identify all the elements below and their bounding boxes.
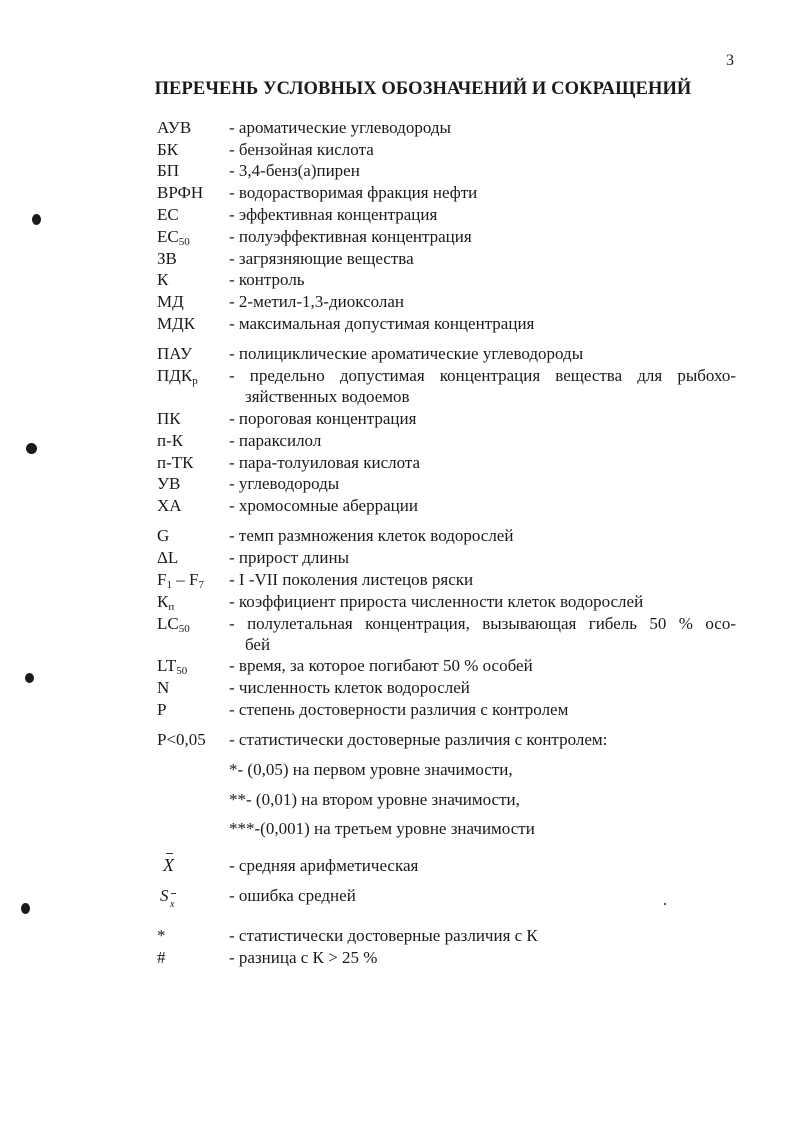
abbreviation-term: ВРФН [157,183,204,202]
abbreviation-definition: - максимальная допустимая концентрация [229,314,535,333]
abbreviation-term: ЕС [157,205,179,224]
marker-definition: - разница с К > 25 % [229,948,378,967]
marker-definition: - статистически достоверные различия с К [229,926,538,945]
marker-term: # [157,948,166,967]
symbol-definition: - коэффициент прироста численности клеток водорослей [229,592,644,611]
abbreviation-definition: - полуэффективная концентрация [229,227,472,246]
symbol-row [0,613,793,635]
abbreviation-term: ЗВ [157,249,177,268]
symbol-term: $LC_{50}$ [157,614,190,635]
symbol-definition: - темп размножения клеток водорослей [229,526,514,545]
symbol-term: P [157,700,167,719]
abbreviation-term: ХА [157,496,182,515]
abbreviation-definition: - хромосомные аберрации [229,496,418,515]
symbol-continuation: бей [245,635,271,654]
abbreviation-term: МД [157,292,184,311]
error-symbol: S x [160,886,175,910]
significance-level: *- (0,05) на первом уровне значимости, [229,760,513,779]
significance-term: Р<0,05 [157,730,206,749]
abbreviation-definition: - контроль [229,270,305,289]
significance-level: ***-(0,001) на третьем уровне значимости [229,819,535,838]
abbreviation-row [0,226,793,248]
symbol-definition: - степень достоверности различия с контролем [229,700,569,719]
abbreviation-definition: - эффективная концентрация [229,205,438,224]
abbreviation-term: БК [157,140,179,159]
symbol-row [0,547,793,569]
abbreviation-row [0,495,793,517]
significance-level: **- (0,01) на втором уровне значимости, [229,790,520,809]
scan-dot [25,673,34,683]
abbreviation-definition: - 3,4-бенз(а)пирен [229,161,360,180]
symbol-definition: - полулетальная концентрация, вызывающая гибель 50 % осо- [229,614,736,633]
abbreviation-row [0,139,793,161]
abbreviation-term: $ПДК_р$ [157,366,198,387]
symbol-definition: - численность клеток водорослей [229,678,470,697]
symbol-row [0,569,793,591]
error-row [0,885,793,910]
abbreviation-definition: - ароматические углеводороды [229,118,451,137]
abbreviation-row [0,473,793,495]
abbreviation-row [0,269,793,291]
abbreviation-row [0,313,793,335]
symbol-row [0,655,793,677]
marker-term: * [157,926,166,945]
abbreviation-row [0,452,793,474]
abbreviation-row [0,343,793,365]
abbreviation-term: К [157,270,169,289]
abbreviation-continuation: зяйственных водоемов [245,387,410,406]
symbol-row [0,525,793,547]
abbreviation-definition: - пара-толуиловая кислота [229,453,421,472]
abbreviation-definition: - загрязняющие вещества [229,249,414,268]
symbol-row [0,699,793,721]
abbreviation-term: МДК [157,314,196,333]
symbol-row [0,677,793,699]
abbreviation-row [0,248,793,270]
abbreviation-definition: - предельно допустимая концентрация вещества для рыбохо- [229,366,736,385]
symbol-definition: - время, за которое погибают 50 % особей [229,656,533,675]
mean-row [0,855,793,877]
symbol-term: ΔL [157,548,179,567]
symbol-term: $F_1 - F_7$ [157,570,204,591]
abbreviation-term: п-К [157,431,184,450]
abbreviation-definition: - бензойная кислота [229,140,374,159]
symbol-term: G [157,526,170,545]
abbreviation-term: БП [157,161,180,180]
abbreviation-row [0,430,793,452]
mean-definition: - средняя арифметическая [229,856,419,875]
page-title: ПЕРЕЧЕНЬ УСЛОВНЫХ ОБОЗНАЧЕНИЙ И СОКРАЩЕНИЙ [154,79,692,99]
abbreviation-row [0,365,793,387]
symbol-term: $К_п$ [157,592,175,613]
scan-dot [26,443,37,454]
abbreviation-row [0,291,793,313]
scan-dot [664,903,666,905]
significance-row [0,729,793,751]
symbol-definition: - прирост длины [229,548,350,567]
abbreviation-definition: - водорастворимая фракция нефти [229,183,478,202]
symbol-term: N [157,678,170,697]
abbreviation-definition: - полициклические ароматические углеводороды [229,344,584,363]
abbreviation-definition: - пороговая концентрация [229,409,417,428]
symbol-term: $LT_{50}$ [157,656,188,677]
page-number: 3 [726,52,734,69]
abbreviation-row [0,117,793,139]
abbreviation-term: АУВ [157,118,192,137]
symbol-definition: - I -VII поколения листецов ряски [229,570,474,589]
abbreviation-definition: - углеводороды [229,474,340,493]
marker-row [0,947,793,969]
abbreviation-definition: - параксилол [229,431,322,450]
marker-row [0,925,793,947]
abbreviation-term: ПАУ [157,344,193,363]
mean-symbol: X [163,855,174,875]
error-definition: - ошибка средней [229,886,356,905]
abbreviation-definition: - 2-метил-1,3-диоксолан [229,292,404,311]
abbreviation-term: УВ [157,474,181,493]
abbreviation-row [0,204,793,226]
abbreviation-row [0,182,793,204]
scan-dot [21,903,30,914]
abbreviation-term: ПК [157,409,181,428]
abbreviation-row [0,160,793,182]
abbreviation-row [0,408,793,430]
abbreviation-term: п-ТК [157,453,194,472]
scan-dot [32,214,41,225]
symbol-row [0,591,793,613]
significance-definition: - статистически достоверные различия с контролем: [229,730,608,749]
abbreviation-term: $ЕС_{50}$ [157,227,190,248]
